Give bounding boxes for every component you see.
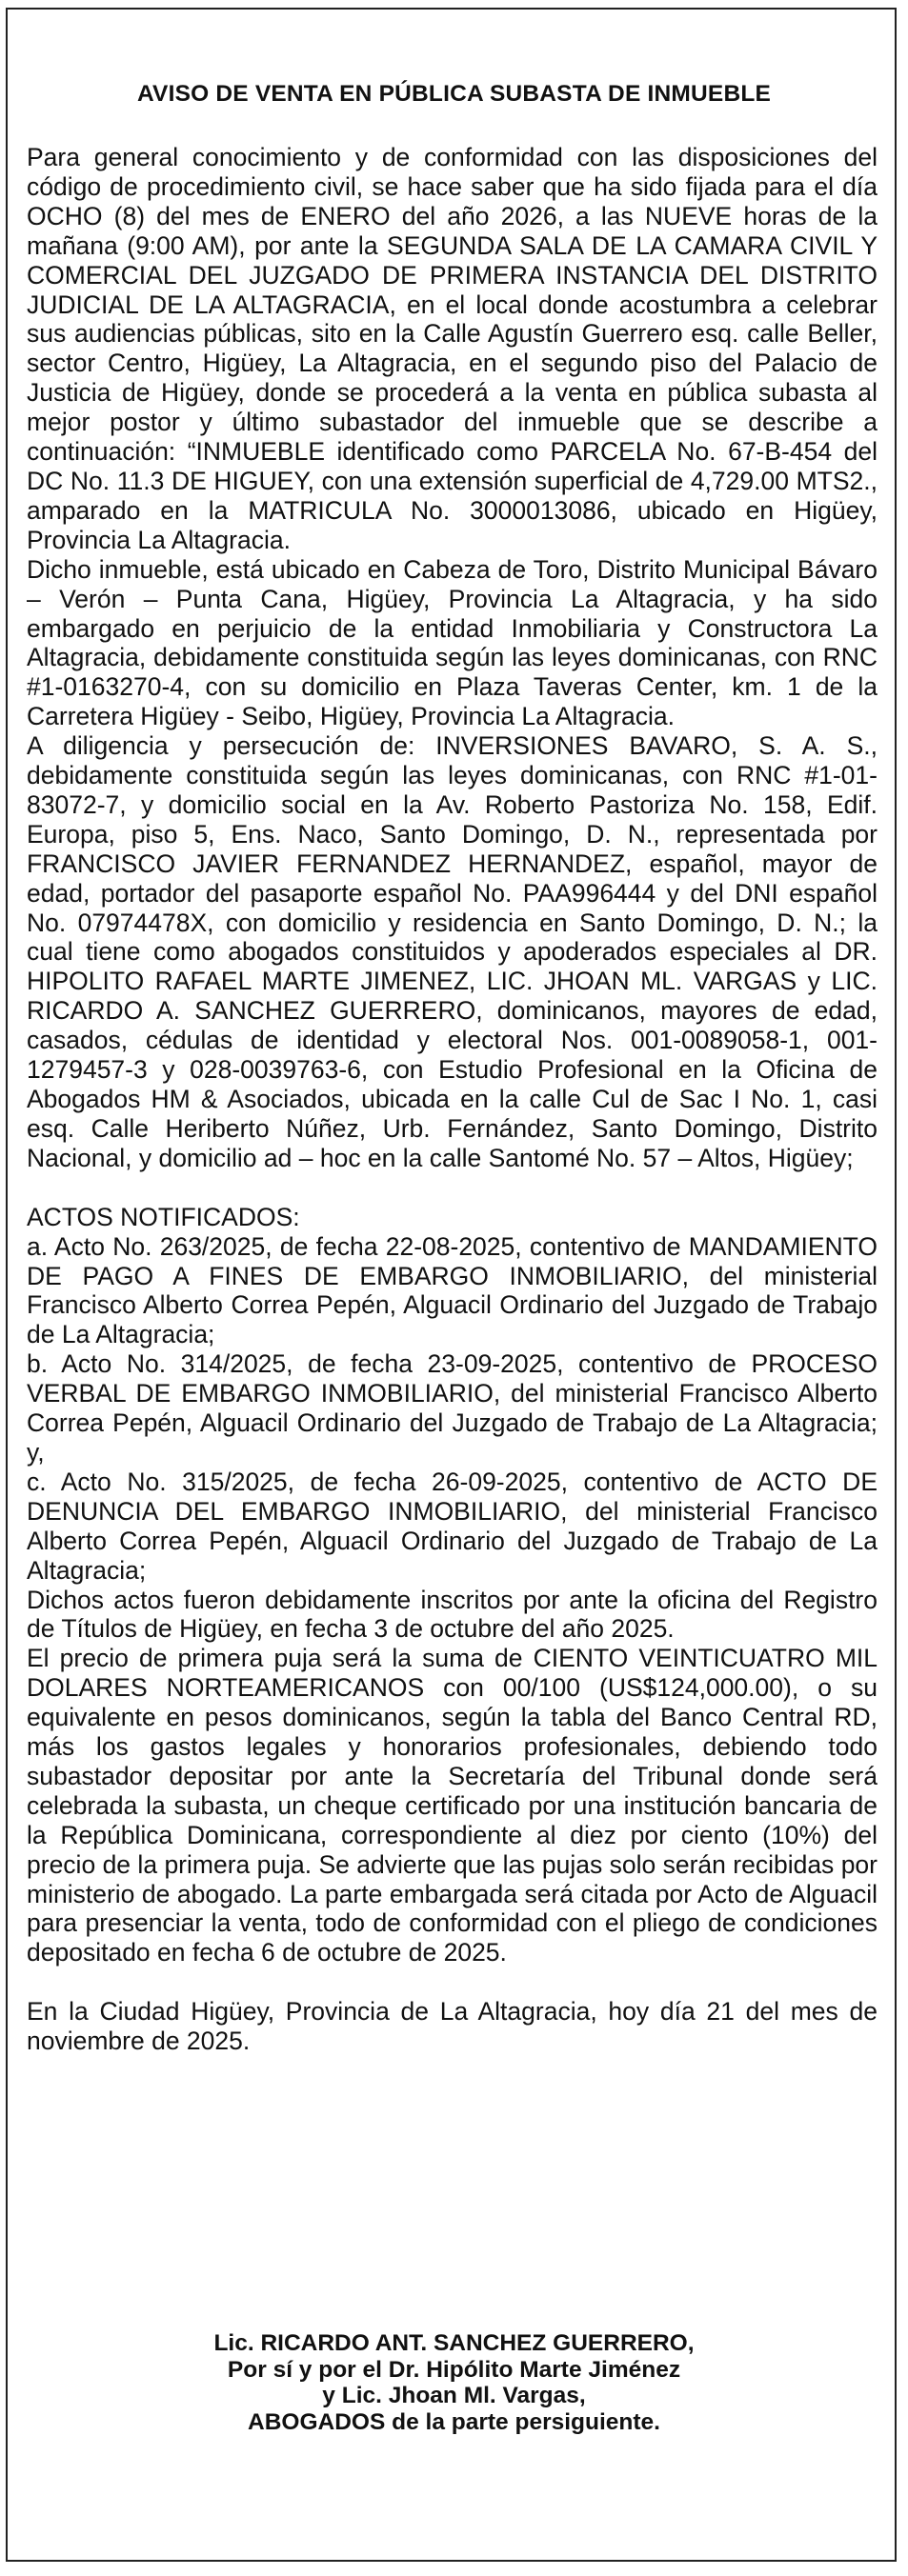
signature-line: Lic. RICARDO ANT. SANCHEZ GUERRERO,: [213, 2330, 695, 2356]
signature-line: ABOGADOS de la parte persiguiente.: [248, 2408, 660, 2435]
signature-line: Por sí y por el Dr. Hipólito Marte Jiménez: [227, 2356, 681, 2383]
signature-line: y Lic. Jhoan Ml. Vargas,: [322, 2383, 586, 2408]
notice-body: [27, 143, 878, 2056]
paragraph-creditor-and-lawyers: A diligencia y persecución de: INVERSIONES BAVARO, S. A. S., debidamente constituida según las leyes dominicanas, con RNC #1-01-83072-7, y domicilio social en la Av. Roberto Pastoriza No. 158, Edif. Europa, piso 5, Ens. Naco, Santo Domingo, D. N., representada por FRANCISCO JAVIER FERNANDEZ HERNANDEZ, español, mayor de edad, portador del pasaporte español No. PAA996444 y del DNI español No. 07974478X, con domicilio y residencia en Santo Domingo, D. N.; la cual tiene como abogados constituidos y apoderados especiales al DR. HIPOLITO RAFAEL MARTE JIMENEZ, LIC. JHOAN ML. VARGAS y LIC. RICARDO A. SANCHEZ GUERRERO, dominicanos, mayores de edad, casados, cédulas de identidad y electoral Nos. 001-0089058-1, 001-1279457-3 y 028-0039763-6, con Estudio Profesional en la Oficina de Abogados HM & Asociados, ubicada en la calle Cul de Sac I No. 1, casi esq. Calle Heriberto Núñez, Urb. Fernández, Santo Domingo, Distrito Nacional, y domicilio ad – hoc en la calle Santomé No. 57 – Altos, Higüey;: [27, 731, 878, 1172]
signature-block: [6, 2330, 902, 2435]
paragraph-first-bid-price: El precio de primera puja será la suma de CIENTO VEINTICUATRO MIL DOLARES NORTEAMERICANOS con 00/100 (US$124,000.00), o su equivalente en pesos dominicanos, según la tabla del Banco Central RD, más los gastos legales y honorarios profesionales, debiendo todo subastador depositar por ante la Secretaría del Tribunal donde será celebrada la subasta, un cheque certificado por una institución bancaria de la República Dominicana, correspondiente al diez por ciento (10%) del precio de la primera puja. Se advierte que las pujas solo serán recibidas por ministerio de abogado. La parte embargada será citada por Acto de Alguacil para presenciar la venta, todo de conformidad con el pliego de condiciones depositado en fecha 6 de octubre de 2025.: [27, 1644, 878, 1967]
section-heading-acts: ACTOS NOTIFICADOS:: [27, 1202, 300, 1231]
notice-title: AVISO DE VENTA EN PÚBLICA SUBASTA DE INMUEBLE: [136, 81, 772, 107]
act-item-a: a. Acto No. 263/2025, de fecha 22-08-2025, contentivo de MANDAMIENTO DE PAGO A FINES DE EMBARGO INMOBILIARIO, del ministerial Francisco Alberto Correa Pepén, Alguacil Ordinario del Juzgado de Trabajo de La Altagracia;: [27, 1231, 878, 1349]
act-item-c: c. Acto No. 315/2025, de fecha 26-09-2025, contentivo de ACTO DE DENUNCIA DEL EMBARGO INMOBILIARIO, del ministerial Francisco Alberto Correa Pepén, Alguacil Ordinario del Juzgado de Trabajo de La Altagracia;: [27, 1467, 878, 1585]
paragraph-place-and-date: En la Ciudad Higüey, Provincia de La Altagracia, hoy día 21 del mes de noviembre de 2025.: [27, 1997, 878, 2056]
paragraph-registration: Dichos actos fueron debidamente inscritos por ante la oficina del Registro de Títulos de Higüey, en fecha 3 de octubre del año 2025.: [27, 1585, 878, 1644]
paragraph-gap: [27, 1967, 878, 1997]
paragraph-property-location: Dicho inmueble, está ubicado en Cabeza de Toro, Distrito Municipal Bávaro – Verón – Punta Cana, Higüey, Provincia La Altagracia, y ha sido embargado en perjuicio de la entidad Inmobiliaria y Constructora La Altagracia, debidamente constituida según las leyes dominicanas, con RNC #1-0163270-4, con su domicilio en Plaza Taveras Center, km. 1 de la Carretera Higüey - Seibo, Higüey, Provincia La Altagracia.: [27, 554, 878, 731]
paragraph-auction-announcement: Para general conocimiento y de conformidad con las disposiciones del código de procedimiento civil, se hace saber que ha sido fijada para el día OCHO (8) del mes de ENERO del año 2026, a las NUEVE horas de la mañana (9:00 AM), por ante la SEGUNDA SALA DE LA CAMARA CIVIL Y COMERCIAL DEL JUZGADO DE PRIMERA INSTANCIA DEL DISTRITO JUDICIAL DE LA ALTAGRACIA, en el local donde acostumbra a celebrar sus audiencias públicas, sito en la Calle Agustín Guerrero esq. calle Beller, sector Centro, Higüey, La Altagracia, en el segundo piso del Palacio de Justicia de Higüey, donde se procederá a la venta en pública subasta al mejor postor y último subastador del inmueble que se describe a continuación: “INMUEBLE identificado como PARCELA No. 67-B-454 del DC No. 11.3 DE HIGUEY, con una extensión superficial de 4,729.00 MTS2., amparado en la MATRICULA No. 3000013086, ubicado en Higüey, Provincia La Altagracia.: [27, 143, 878, 554]
act-item-b: b. Acto No. 314/2025, de fecha 23-09-2025, contentivo de PROCESO VERBAL DE EMBARGO INMOBILIARIO, del ministerial Francisco Alberto Correa Pepén, Alguacil Ordinario del Juzgado de Trabajo de La Altagracia; y,: [27, 1349, 878, 1467]
paragraph-gap: [27, 1173, 878, 1203]
